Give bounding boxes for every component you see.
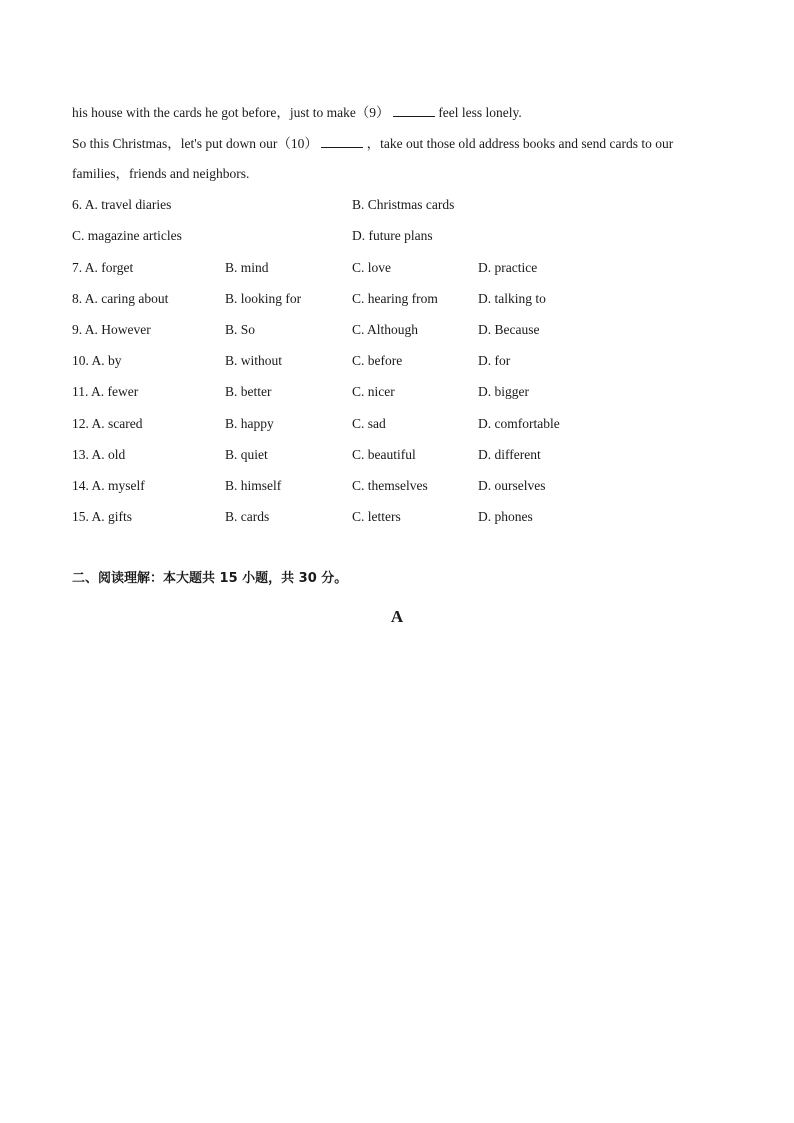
question-7-option-d: D. practice: [478, 260, 538, 275]
question-10-option-d: D. for: [478, 353, 511, 368]
passage-label: A: [390, 607, 404, 626]
question-7-option-b: B. mind: [225, 260, 269, 275]
question-12-option-c: C. sad: [352, 416, 386, 431]
question-12-option-a: 12. A. scared: [72, 416, 143, 431]
question-11-option-a: 11. A. fewer: [72, 384, 139, 399]
passage-line-2-start: So this Christmas，let's put down our（10）: [72, 136, 318, 151]
question-6-option-c: C. magazine articles: [72, 228, 182, 243]
question-6-option-b: B. Christmas cards: [352, 197, 455, 212]
question-9-option-b: B. So: [225, 322, 256, 337]
question-9-option-d: D. Because: [478, 322, 540, 337]
question-7-row: [0, 260, 794, 276]
question-11-row: [0, 384, 794, 400]
question-6-option-d: D. future plans: [352, 228, 433, 243]
passage-line-1-start: his house with the cards he got before，just to make（9）: [72, 105, 390, 120]
question-15-option-a: 15. A. gifts: [72, 509, 133, 524]
question-12-option-d: D. comfortable: [478, 416, 560, 431]
question-9-option-a: 9. A. However: [72, 322, 151, 337]
question-11-option-c: C. nicer: [352, 384, 395, 399]
question-13-row: [0, 447, 794, 463]
question-11-option-d: D. bigger: [478, 384, 529, 399]
question-10-option-a: 10. A. by: [72, 353, 122, 368]
question-11-option-b: B. better: [225, 384, 272, 399]
question-15-option-d: D. phones: [478, 509, 533, 524]
question-13-option-c: C. beautiful: [352, 447, 416, 462]
question-13-option-d: D. different: [478, 447, 541, 462]
question-14-row: [0, 478, 794, 494]
question-15-option-b: B. cards: [225, 509, 270, 524]
question-8-option-b: B. looking for: [225, 291, 302, 306]
section-heading: 二、阅读理解：本大题共 15 小题，共 30 分。: [72, 571, 348, 586]
question-8-option-a: 8. A. caring about: [72, 291, 169, 306]
passage-line-1-end: feel less lonely.: [438, 105, 522, 120]
question-14-option-b: B. himself: [225, 478, 282, 493]
question-6-row-1: [0, 197, 794, 213]
question-9-row: [0, 322, 794, 338]
blank-10: [321, 135, 363, 148]
question-13-option-a: 13. A. old: [72, 447, 126, 462]
question-7-option-a: 7. A. forget: [72, 260, 134, 275]
passage-line-2-end: ，take out those old address books and send cards to our: [366, 136, 674, 151]
question-6-option-a: 6. A. travel diaries: [72, 197, 172, 212]
passage-line-1: [72, 104, 522, 121]
question-6-row-2: [0, 228, 794, 244]
question-8-row: [0, 291, 794, 307]
passage-line-2: [72, 135, 673, 152]
question-12-row: [0, 416, 794, 432]
question-9-option-c: C. Although: [352, 322, 419, 337]
blank-9: [393, 104, 435, 117]
question-14-option-c: C. themselves: [352, 478, 428, 493]
question-15-option-c: C. letters: [352, 509, 401, 524]
question-10-row: [0, 353, 794, 369]
question-8-option-c: C. hearing from: [352, 291, 438, 306]
question-10-option-b: B. without: [225, 353, 283, 368]
passage-line-3: families，friends and neighbors.: [72, 166, 250, 181]
question-14-option-a: 14. A. myself: [72, 478, 145, 493]
question-13-option-b: B. quiet: [225, 447, 268, 462]
question-8-option-d: D. talking to: [478, 291, 546, 306]
question-14-option-d: D. ourselves: [478, 478, 546, 493]
question-10-option-c: C. before: [352, 353, 403, 368]
question-12-option-b: B. happy: [225, 416, 274, 431]
question-15-row: [0, 509, 794, 525]
question-7-option-c: C. love: [352, 260, 391, 275]
